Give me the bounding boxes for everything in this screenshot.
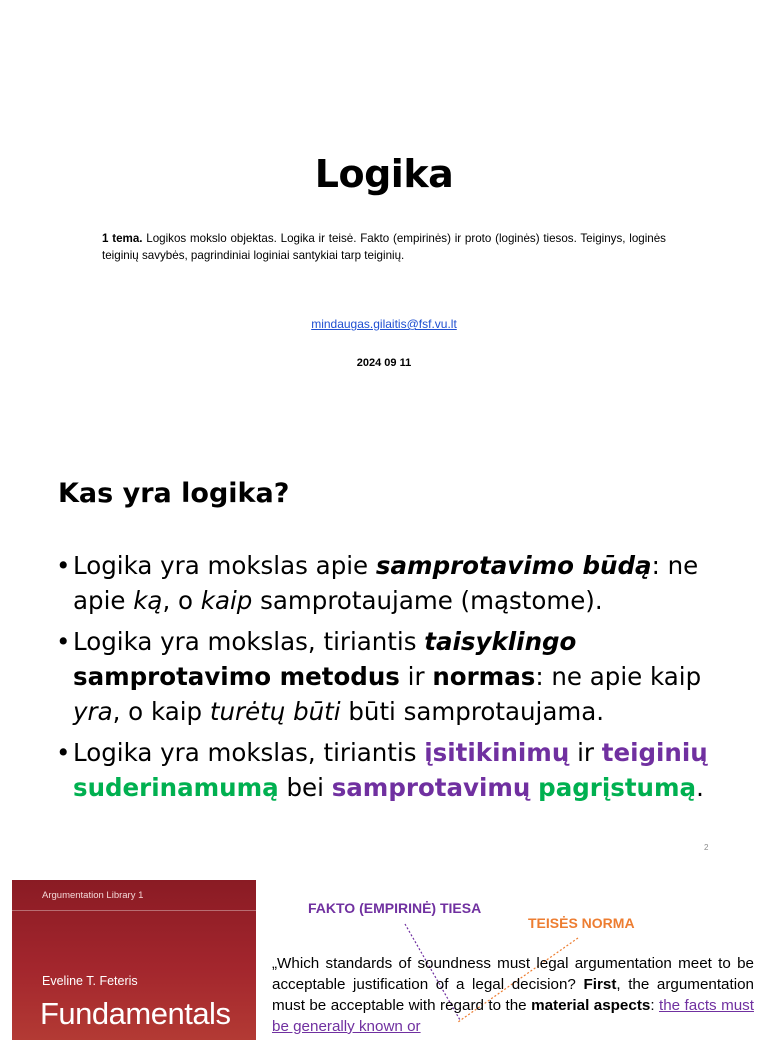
emphasis-text: turėtų būti xyxy=(209,697,341,726)
text-run: ir xyxy=(569,738,602,767)
quote-text xyxy=(272,953,754,1037)
bold-text: normas xyxy=(432,662,536,691)
subtitle-topic-label: 1 tema. xyxy=(102,232,143,245)
title-slide xyxy=(0,0,768,430)
text-run: būti samprotaujama. xyxy=(340,697,605,726)
highlight-purple-underline: the facts must be generally known or xyxy=(272,997,754,1035)
text-run: Logika yra mokslas, tiriantis xyxy=(73,738,425,767)
label-legal-norm: TEISĖS NORMA xyxy=(528,915,635,931)
email-link[interactable]: mindaugas.gilaitis@fsf.vu.lt xyxy=(311,317,457,331)
text-run: : ne apie kaip xyxy=(535,662,702,691)
list-item xyxy=(56,735,736,805)
text-run: , o kaip xyxy=(112,697,210,726)
highlight-purple: įsitikinimų xyxy=(424,738,570,767)
bullet-icon: • xyxy=(56,738,71,767)
slide-heading: Kas yra logika? xyxy=(58,478,290,509)
highlight-purple: teiginių xyxy=(601,738,708,767)
email-line xyxy=(0,317,768,331)
text-run: „Which standards of soundness must legal argumentation meet to be acceptable justification of a legal decision? xyxy=(272,955,754,993)
bold-text: First xyxy=(583,976,617,993)
slide-title: Logika xyxy=(314,152,454,196)
highlight-green: suderinamumą xyxy=(73,773,279,802)
text-run: : ne apie xyxy=(73,551,699,615)
highlight-green: pagrįstumą xyxy=(538,773,697,802)
text-run: , o xyxy=(162,586,201,615)
text-run: , the argumentation must be acceptable with regard to the xyxy=(272,976,754,1014)
date-label: 2024 09 11 xyxy=(356,357,412,369)
bold-text: samprotavimo metodus xyxy=(73,662,400,691)
emphasis-text: ką xyxy=(133,586,163,615)
bold-text: material aspects xyxy=(531,997,651,1014)
book-author: Eveline T. Feteris xyxy=(42,974,138,988)
text-run: . xyxy=(696,773,704,802)
book-title: Fundamentals xyxy=(40,996,231,1031)
quote-slide xyxy=(0,860,768,1035)
text-run: samprotaujame (mąstome). xyxy=(252,586,603,615)
bullet-icon: • xyxy=(56,627,71,656)
list-item xyxy=(56,624,736,729)
emphasis-text: taisyklingo xyxy=(424,627,577,656)
emphasis-text: kaip xyxy=(200,586,253,615)
text-run: Logika yra mokslas, tiriantis xyxy=(73,627,425,656)
slide-subtitle xyxy=(102,230,666,264)
list-item xyxy=(56,548,736,618)
bullet-icon: • xyxy=(56,551,71,580)
text-run: bei xyxy=(278,773,332,802)
highlight-purple: samprotavimų xyxy=(331,773,531,802)
text-run: : xyxy=(650,997,659,1014)
emphasis-text: yra xyxy=(73,697,113,726)
content-slide xyxy=(0,430,768,860)
subtitle-text: Logikos mokslo objektas. Logika ir teisė. Fakto (empirinės) ir proto (loginės) tiesos. Teiginys, loginės teiginių savybės, pagrindiniai loginiai santykiai tarp teiginių. xyxy=(102,232,666,262)
text-run: ir xyxy=(399,662,433,691)
emphasis-text: samprotavimo būdą xyxy=(375,551,652,580)
text-run: Logika yra mokslas apie xyxy=(73,551,376,580)
book-series: Argumentation Library 1 xyxy=(42,890,144,901)
page-number: 2 xyxy=(704,843,709,852)
bullet-list xyxy=(56,548,736,811)
label-fact-truth: FAKTO (EMPIRINĖ) TIESA xyxy=(308,900,482,916)
